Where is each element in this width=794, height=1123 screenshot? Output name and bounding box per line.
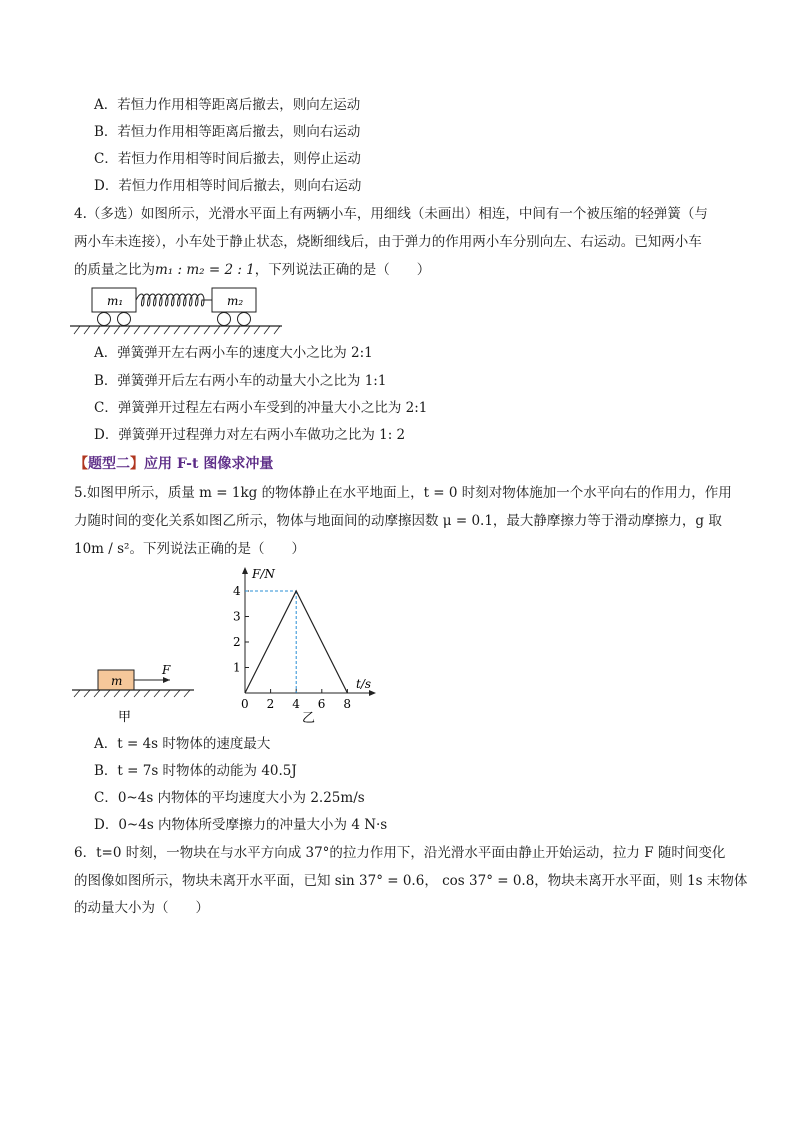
cart-m1-label: m₁	[107, 294, 124, 308]
q6-stem-line3: 的动量大小为（ ）	[74, 900, 209, 916]
x-tick-label: 8	[343, 697, 352, 711]
x-axis-label: t/s	[356, 677, 372, 691]
q6-stem-line1: 6．t=0 时刻，一物块在与水平方向成 37°的拉力作用下，沿光滑水平面由静止开始运动，拉力 F 随时间变化	[74, 845, 726, 861]
y-tick-label: 1	[233, 660, 241, 675]
q4-option-a: A．弹簧弹开左右两小车的速度大小之比为 2:1	[94, 345, 373, 361]
q3-option-b: B．若恒力作用相等距离后撤去，则向右运动	[94, 124, 361, 140]
ground-hatch	[74, 690, 190, 697]
block-m-label: m	[111, 674, 123, 688]
q5-option-a: A．t = 4s 时物体的速度最大	[94, 736, 271, 752]
y-tick-label: 4	[233, 584, 241, 598]
heading-title: 应用 F-t 图像求冲量	[144, 456, 274, 472]
q5-stem-line2: 力随时间的变化关系如图乙所示，物体与地面间的动摩擦因数 μ = 0.1，最大静摩擦力等于滑动摩擦力，g 取	[74, 513, 722, 529]
q5-option-c: C．0~4s 内物体的平均速度大小为 2.25m/s	[94, 790, 365, 806]
cart-m2-wheel-left	[218, 313, 231, 326]
q4-stem-pre: 的质量之比为	[74, 262, 155, 278]
q4-cart-spring-figure	[70, 284, 286, 336]
q5-figure-jia	[70, 662, 200, 726]
figure-jia-caption: 甲	[118, 710, 132, 725]
figure-yi-caption: 乙	[302, 711, 316, 726]
heading-type: 题型二	[88, 456, 130, 472]
spring	[136, 294, 212, 306]
q4-stem-line3	[74, 260, 430, 280]
q3-option-a: A．若恒力作用相等距离后撤去，则向左运动	[94, 97, 361, 113]
q5-stem-line1: 5.如图甲所示，质量 m = 1kg 的物体静止在水平地面上，t = 0 时刻对物体施加一个水平向右的作用力，作用	[74, 485, 732, 501]
q4-stem-line2: 两小车未连接），小车处于静止状态，烧断细线后，由于弹力的作用两小车分别向左、右运动。已知两小车	[74, 234, 702, 250]
y-tick-label: 3	[233, 609, 241, 624]
cart-m2-label: m₂	[227, 294, 244, 308]
heading-bracket-open: 【	[74, 456, 88, 472]
x-tick-label: 2	[266, 697, 275, 711]
q6-stem-line2: 的图像如图所示，物块未离开水平面，已知 sin 37° = 0.6， cos 37° = 0.8，物块未离开水平面，则 1s 末物体	[74, 873, 748, 889]
q5-option-d: D．0~4s 内物体所受摩擦力的冲量大小为 4 N·s	[94, 817, 388, 833]
force-arrow-head	[163, 677, 170, 683]
q4-mass-ratio: m₁ : m₂ = 2 : 1	[155, 262, 255, 278]
q3-option-c: C．若恒力作用相等时间后撤去，则停止运动	[94, 151, 361, 167]
x-tick-label: 6	[317, 697, 326, 711]
y-axis-arrow	[242, 567, 248, 574]
q4-option-d: D．弹簧弹开过程弹力对左右两小车做功之比为 1: 2	[94, 427, 406, 443]
section-heading	[74, 454, 273, 474]
q4-option-c: C．弹簧弹开过程左右两小车受到的冲量大小之比为 2:1	[94, 400, 428, 416]
q4-stem-post: ，下列说法正确的是（ ）	[254, 262, 431, 278]
x-tick-label: 0	[241, 697, 249, 711]
cart-m1-wheel-right	[118, 313, 131, 326]
q4-stem-line1: 4.（多选）如图所示，光滑水平面上有两辆小车，用细线（未画出）相连，中间有一个被压缩的轻弹簧（与	[74, 206, 708, 222]
heading-bracket-close: 】	[130, 456, 144, 472]
q5-stem-line3: 10m / s²。下列说法正确的是（ ）	[74, 541, 305, 557]
x-tick-label: 4	[292, 697, 300, 711]
q3-option-d: D．若恒力作用相等时间后撤去，则向右运动	[94, 178, 362, 194]
ground-hatch	[74, 326, 280, 334]
cart-m2-wheel-right	[238, 313, 251, 326]
cart-m1-wheel-left	[98, 313, 111, 326]
force-label: F	[162, 663, 171, 677]
q5-option-b: B．t = 7s 时物体的动能为 40.5J	[94, 763, 297, 779]
y-axis-label: F/N	[252, 567, 275, 581]
y-tick-label: 2	[233, 635, 241, 649]
q4-option-b: B．弹簧弹开后左右两小车的动量大小之比为 1:1	[94, 373, 387, 389]
q5-figure-yi-chart	[222, 560, 392, 730]
